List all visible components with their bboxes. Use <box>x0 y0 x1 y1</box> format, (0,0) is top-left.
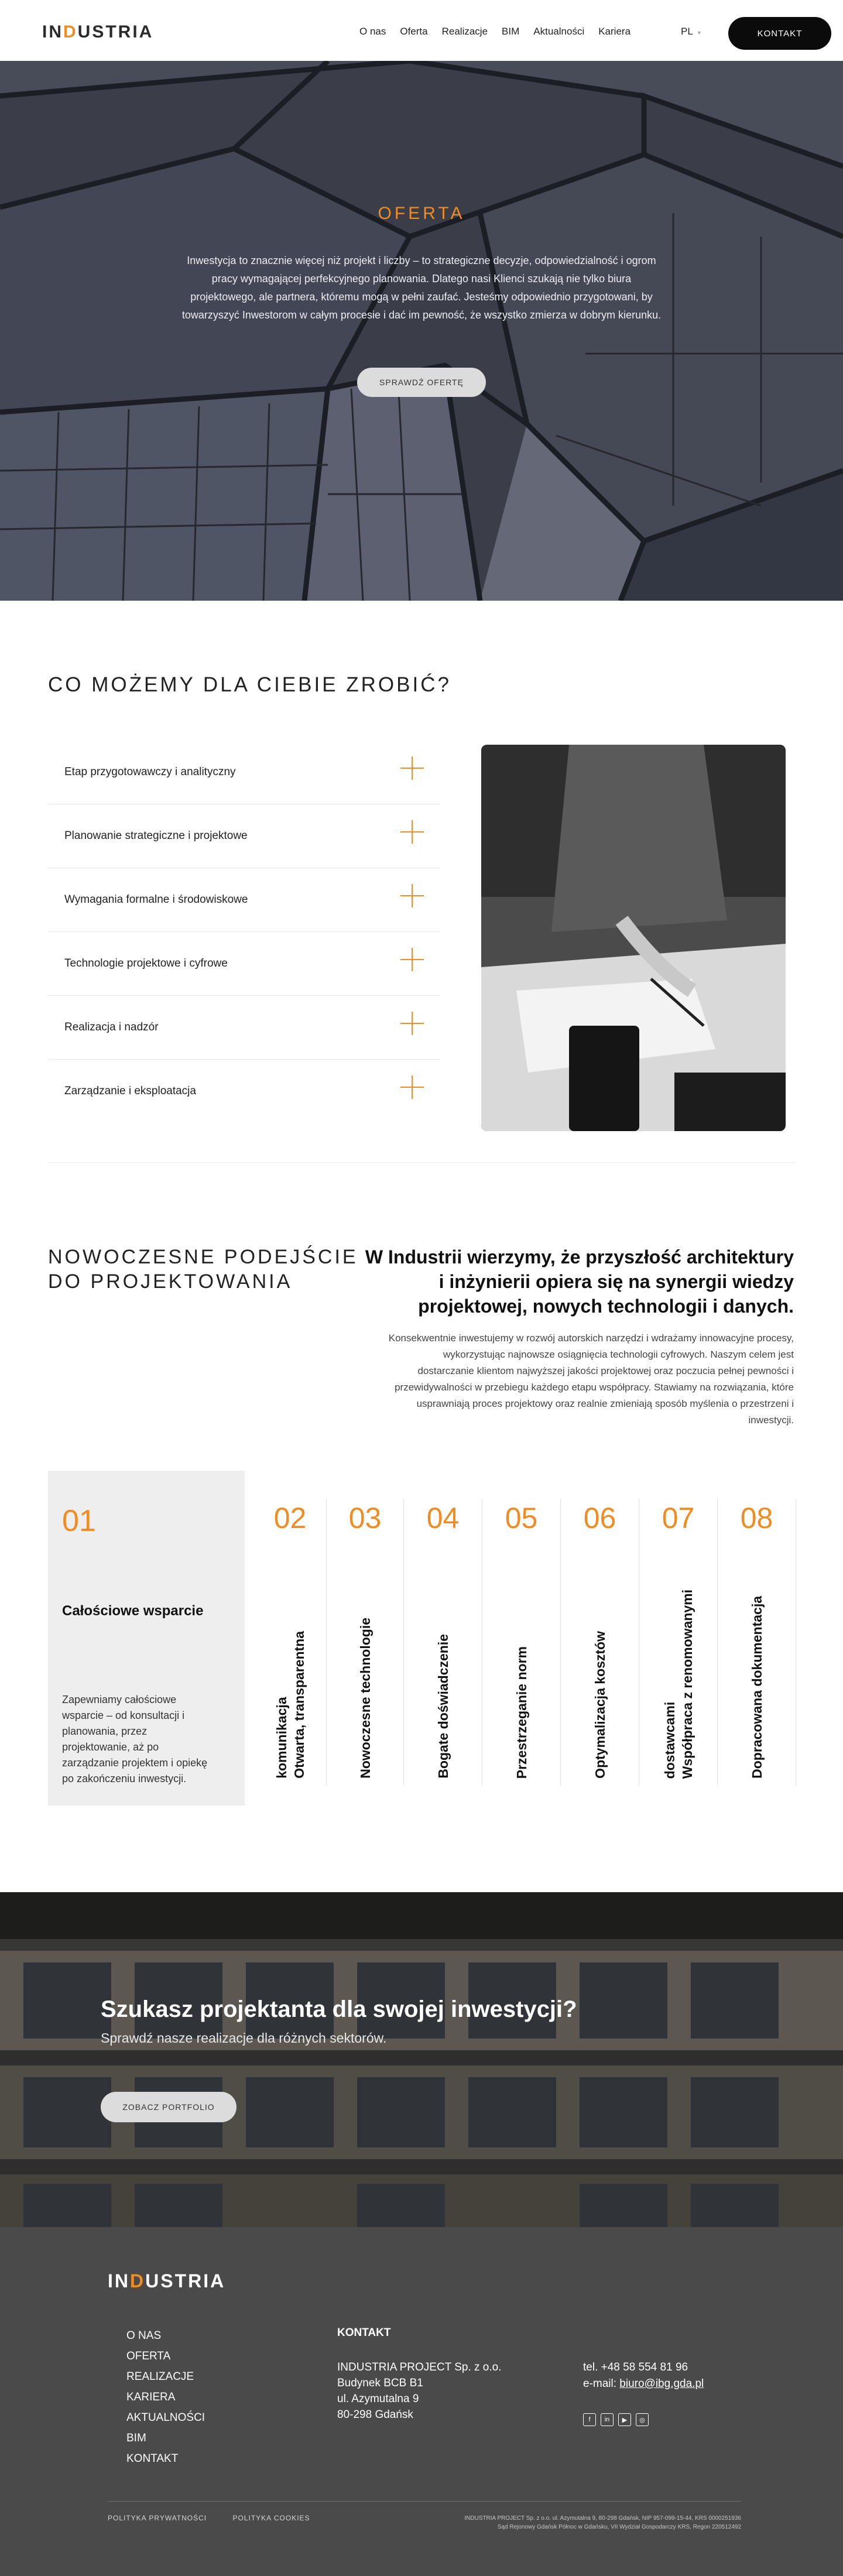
service-item[interactable] <box>48 1060 440 1123</box>
plus-icon[interactable] <box>400 1012 424 1035</box>
approach-lead: W Industrii wierzymy, że przyszłość architektury i inżynierii opiera się na synergii wiedzy projektowej, nowych technologii i danych. <box>365 1246 794 1317</box>
approach-title-line1: NOWOCZESNE PODEJŚCIE <box>48 1246 358 1268</box>
feature-title-line2: komunikacja <box>273 1697 289 1779</box>
service-item[interactable] <box>48 805 440 868</box>
service-label: Etap przygotowawczy i analityczny <box>64 766 236 778</box>
feature-card[interactable] <box>561 1499 639 1786</box>
service-label: Technologie projektowe i cyfrowe <box>64 957 228 970</box>
service-item[interactable] <box>48 869 440 932</box>
language-label: PL <box>681 26 693 37</box>
approach-title <box>48 1245 358 1294</box>
service-label: Realizacja i nadzór <box>64 1021 159 1033</box>
email-label: e-mail: <box>583 2378 620 2390</box>
footer-email-link[interactable]: biuro@ibg.gda.pl <box>619 2378 704 2390</box>
check-offer-button[interactable]: SPRAWDŹ OFERTĘ <box>357 368 486 397</box>
portfolio-button[interactable]: ZOBACZ PORTFOLIO <box>101 2092 237 2122</box>
site-header <box>0 0 843 61</box>
hero-facade-image <box>0 61 843 601</box>
address-line: INDUSTRIA PROJECT Sp. z o.o. <box>337 2361 502 2373</box>
footer-link-oferta[interactable]: OFERTA <box>126 2350 171 2362</box>
service-label: Wymagania formalne i środowiskowe <box>64 893 248 906</box>
linkedin-icon[interactable]: in <box>601 2413 614 2426</box>
service-label: Planowanie strategiczne i projektowe <box>64 830 248 842</box>
nav-item-oferta[interactable]: Oferta <box>400 26 428 37</box>
nav-item-aktualnosci[interactable]: Aktualności <box>533 26 585 37</box>
section-divider <box>48 1162 795 1163</box>
feature-title-line1: Nowoczesne technologie <box>357 1618 373 1779</box>
plus-icon[interactable] <box>400 1075 424 1099</box>
feature-title-line1: Przestrzeganie norm <box>513 1646 529 1779</box>
cookies-policy-link[interactable]: POLITYKA COOKIES <box>232 2514 310 2522</box>
hero-title-overlay: OFERTA <box>378 204 465 223</box>
feature-title-line1: Współpraca z renomowanymi <box>679 1589 695 1779</box>
footer-legal-links <box>108 2514 334 2522</box>
feature-title <box>273 1631 308 1779</box>
feature-title <box>748 1596 766 1779</box>
feature-number: 07 <box>662 1502 695 1534</box>
address-line: Budynek BCB B1 <box>337 2377 423 2389</box>
feature-number: 04 <box>426 1502 460 1534</box>
feature-card[interactable] <box>327 1499 404 1786</box>
feature-title: Całościowe wsparcie <box>62 1603 204 1619</box>
feature-number: 03 <box>348 1502 382 1534</box>
feature-title <box>513 1646 530 1779</box>
service-item[interactable] <box>48 996 440 1060</box>
feature-number: 02 <box>273 1502 307 1534</box>
hero-section <box>0 61 843 601</box>
approach-body: Konsekwentnie inwestujemy w rozwój autorskich narzędzi i wdrażamy innowacyjne procesy, wykorzystując najnowsze osiągnięcia technologii cyfrowych. Naszym celem jest dostarczanie klientom najwyższej jakości projektowej oraz poczucia pełnej pewności i przewidywalności w przebiegu każdego etapu współpracy. Stawiamy na rozwiązania, które usprawniają proces projektowy oraz realnie zmieniają sposób myślenia o przestrzeni i inwestycji. <box>388 1332 794 1426</box>
youtube-icon[interactable]: ▶ <box>618 2413 631 2426</box>
feature-number: 05 <box>505 1502 538 1534</box>
feature-title <box>591 1631 609 1779</box>
privacy-policy-link[interactable]: POLITYKA PRYWATNOŚCI <box>108 2514 207 2522</box>
footer-contact-heading: KONTAKT <box>337 2327 391 2339</box>
feature-card[interactable] <box>254 1499 327 1786</box>
company-info-line: Sąd Rejonowy Gdańsk Północ w Gdańsku, VII Wydział Gospodarczy KRS, Regon 220512492 <box>497 2524 741 2530</box>
footer-logo[interactable]: INDUSTRIA <box>108 2270 226 2291</box>
footer-address <box>337 2359 502 2423</box>
services-photo <box>481 745 786 1131</box>
feature-description: Zapewniamy całościowe wsparcie – od konsultacji i planowania, przez projektowanie, aż po zarządzanie projektem i opiekę po zakończeniu inwestycji. <box>62 1694 208 1784</box>
feature-card[interactable] <box>639 1499 718 1786</box>
footer-divider <box>108 2501 741 2502</box>
feature-title-line1: Bogate doświadczenie <box>435 1634 451 1779</box>
contact-button[interactable]: KONTAKT <box>728 17 831 50</box>
feature-title-line1: Otwarta, transparentna <box>291 1631 307 1779</box>
footer-link-kariera[interactable]: KARIERA <box>126 2391 176 2403</box>
feature-title <box>661 1590 696 1779</box>
footer-link-bim[interactable]: BIM <box>126 2432 146 2444</box>
main-nav <box>359 26 630 37</box>
cta-subtitle: Sprawdź nasze realizacje dla różnych sektorów. <box>101 2030 387 2046</box>
footer-email-row <box>583 2376 704 2392</box>
nav-item-realizacje[interactable]: Realizacje <box>441 26 488 37</box>
facebook-icon[interactable]: f <box>583 2413 596 2426</box>
logo[interactable]: INDUSTRIA <box>42 22 154 42</box>
footer-link-realizacje[interactable]: REALIZACJE <box>126 2371 194 2383</box>
company-info-line: INDUSTRIA PROJECT Sp. z o.o. ul. Azymutalna 9, 80-298 Gdańsk, NIP 957-099-15-44, KRS 0000251936 <box>464 2515 741 2522</box>
feature-card-active[interactable] <box>48 1471 245 1806</box>
footer-phone-email <box>583 2359 704 2392</box>
language-switcher[interactable] <box>681 26 701 37</box>
footer-phone[interactable]: tel. +48 58 554 81 96 <box>583 2361 688 2373</box>
plus-icon[interactable] <box>400 756 424 780</box>
feature-card[interactable] <box>482 1499 561 1786</box>
instagram-icon[interactable]: ◎ <box>636 2413 649 2426</box>
cta-title: Szukasz projektanta dla swojej inwestycji? <box>101 1996 577 2022</box>
hero-description: Inwestycja to znacznie więcej niż projekt i liczby – to strategiczne decyzje, odpowiedzialność i ogrom pracy wymagającej perfekcyjnego planowania. Dlatego nasi Klienci szukają nie tylko biura projektowego, ale partnera, któremu mogą w pełni zaufać. Jesteśmy odpowiednio przygotowani, by towarzyszyć Inwestorom w całym procesie i dać im pewność, że wszystko zmierza w dobrym kierunku. <box>181 255 662 321</box>
address-line: 80-298 Gdańsk <box>337 2409 413 2421</box>
address-line: ul. Azymutalna 9 <box>337 2393 419 2405</box>
feature-title <box>434 1634 452 1779</box>
feature-title <box>357 1618 374 1779</box>
feature-title-line1: Dopracowana dokumentacja <box>749 1596 765 1779</box>
service-item[interactable] <box>48 933 440 996</box>
feature-title-line2: dostawcami <box>662 1701 677 1779</box>
cta-section <box>0 1892 843 2227</box>
nav-item-kariera[interactable]: Kariera <box>598 26 631 37</box>
chevron-down-icon: ▾ <box>697 30 701 36</box>
cta-building-image <box>0 1892 843 2227</box>
services-title: CO MOŻEMY DLA CIEBIE ZROBIĆ? <box>48 673 451 696</box>
feature-title-line1: Optymalizacja kosztów <box>592 1631 608 1779</box>
social-links <box>583 2413 649 2426</box>
plus-icon[interactable] <box>400 884 424 907</box>
service-label: Zarządzanie i eksploatacja <box>64 1085 196 1097</box>
service-item[interactable] <box>48 741 440 804</box>
footer-link-kontakt[interactable]: KONTAKT <box>126 2452 179 2465</box>
feature-card[interactable] <box>718 1499 796 1786</box>
feature-number: 01 <box>62 1504 96 1538</box>
approach-title-line2: DO PROJEKTOWANIA <box>48 1270 293 1293</box>
plus-icon[interactable] <box>400 820 424 844</box>
company-info <box>410 2514 741 2532</box>
feature-number: 08 <box>740 1502 773 1534</box>
nav-item-o-nas[interactable]: O nas <box>359 26 386 37</box>
feature-number: 06 <box>583 1502 616 1534</box>
footer-link-o-nas[interactable]: O NAS <box>126 2330 162 2342</box>
footer-link-aktualnosci[interactable]: AKTUALNOŚCI <box>126 2411 205 2424</box>
nav-item-bim[interactable]: BIM <box>502 26 520 37</box>
feature-card[interactable] <box>404 1499 482 1786</box>
footer-nav <box>126 2325 205 2469</box>
plus-icon[interactable] <box>400 948 424 971</box>
